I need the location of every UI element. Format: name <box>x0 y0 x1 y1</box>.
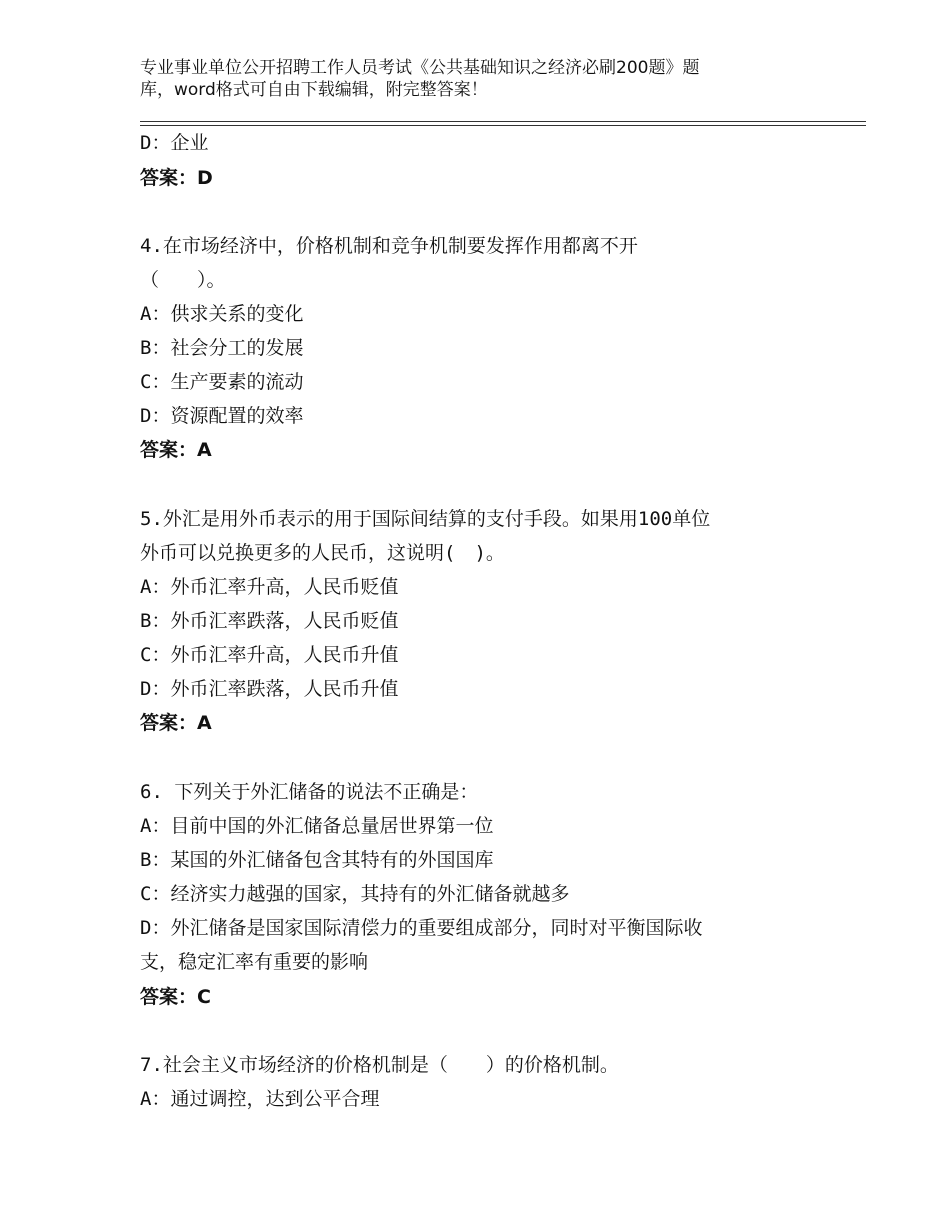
q4-option-b: B：社会分工的发展 <box>140 337 304 359</box>
q7-option-a: A：通过调控，达到公平合理 <box>140 1088 380 1110</box>
document-title-line-1: 专业事业单位公开招聘工作人员考试《公共基础知识之经济必刷200题》题 <box>140 58 700 78</box>
q6-option-a: A：目前中国的外汇储备总量居世界第一位 <box>140 815 494 837</box>
q6-option-c: C：经济实力越强的国家，其持有的外汇储备就越多 <box>140 883 570 905</box>
q5-option-b: B：外币汇率跌落，人民币贬值 <box>140 610 399 632</box>
q4-stem-line-1: 4.在市场经济中，价格机制和竞争机制要发挥作用都离不开 <box>140 235 638 257</box>
q5-answer: 答案：A <box>140 712 212 734</box>
q5-stem-line-2: 外币可以兑换更多的人民币，这说明( )。 <box>140 542 505 564</box>
q5-option-c: C：外币汇率升高，人民币升值 <box>140 644 399 666</box>
q4-option-c: C：生产要素的流动 <box>140 371 304 393</box>
q5-option-a: A：外币汇率升高，人民币贬值 <box>140 576 399 598</box>
q5-option-d: D：外币汇率跌落，人民币升值 <box>140 678 399 700</box>
q6-stem: 6. 下列关于外汇储备的说法不正确是： <box>140 781 479 803</box>
q3-answer: 答案：D <box>140 167 213 189</box>
q6-option-d-line-2: 支，稳定汇率有重要的影响 <box>140 951 369 973</box>
q7-stem: 7.社会主义市场经济的价格机制是（ ）的价格机制。 <box>140 1054 619 1076</box>
document-title-line-2: 库，word格式可自由下载编辑，附完整答案！ <box>140 80 488 100</box>
q3-option-d: D：企业 <box>140 132 209 154</box>
q5-stem-line-1: 5.外汇是用外币表示的用于国际间结算的支付手段。如果用100单位 <box>140 508 711 530</box>
q4-option-d: D：资源配置的效率 <box>140 405 304 427</box>
q4-option-a: A：供求关系的变化 <box>140 303 304 325</box>
q6-option-d-line-1: D：外汇储备是国家国际清偿力的重要组成部分，同时对平衡国际收 <box>140 917 703 939</box>
q4-stem-line-2: （ ）。 <box>140 269 226 291</box>
q6-answer: 答案：C <box>140 986 211 1008</box>
q4-answer: 答案：A <box>140 439 212 461</box>
header-divider-top <box>140 121 866 122</box>
q6-option-b: B：某国的外汇储备包含其特有的外国国库 <box>140 849 494 871</box>
header-divider-bottom <box>140 125 866 126</box>
